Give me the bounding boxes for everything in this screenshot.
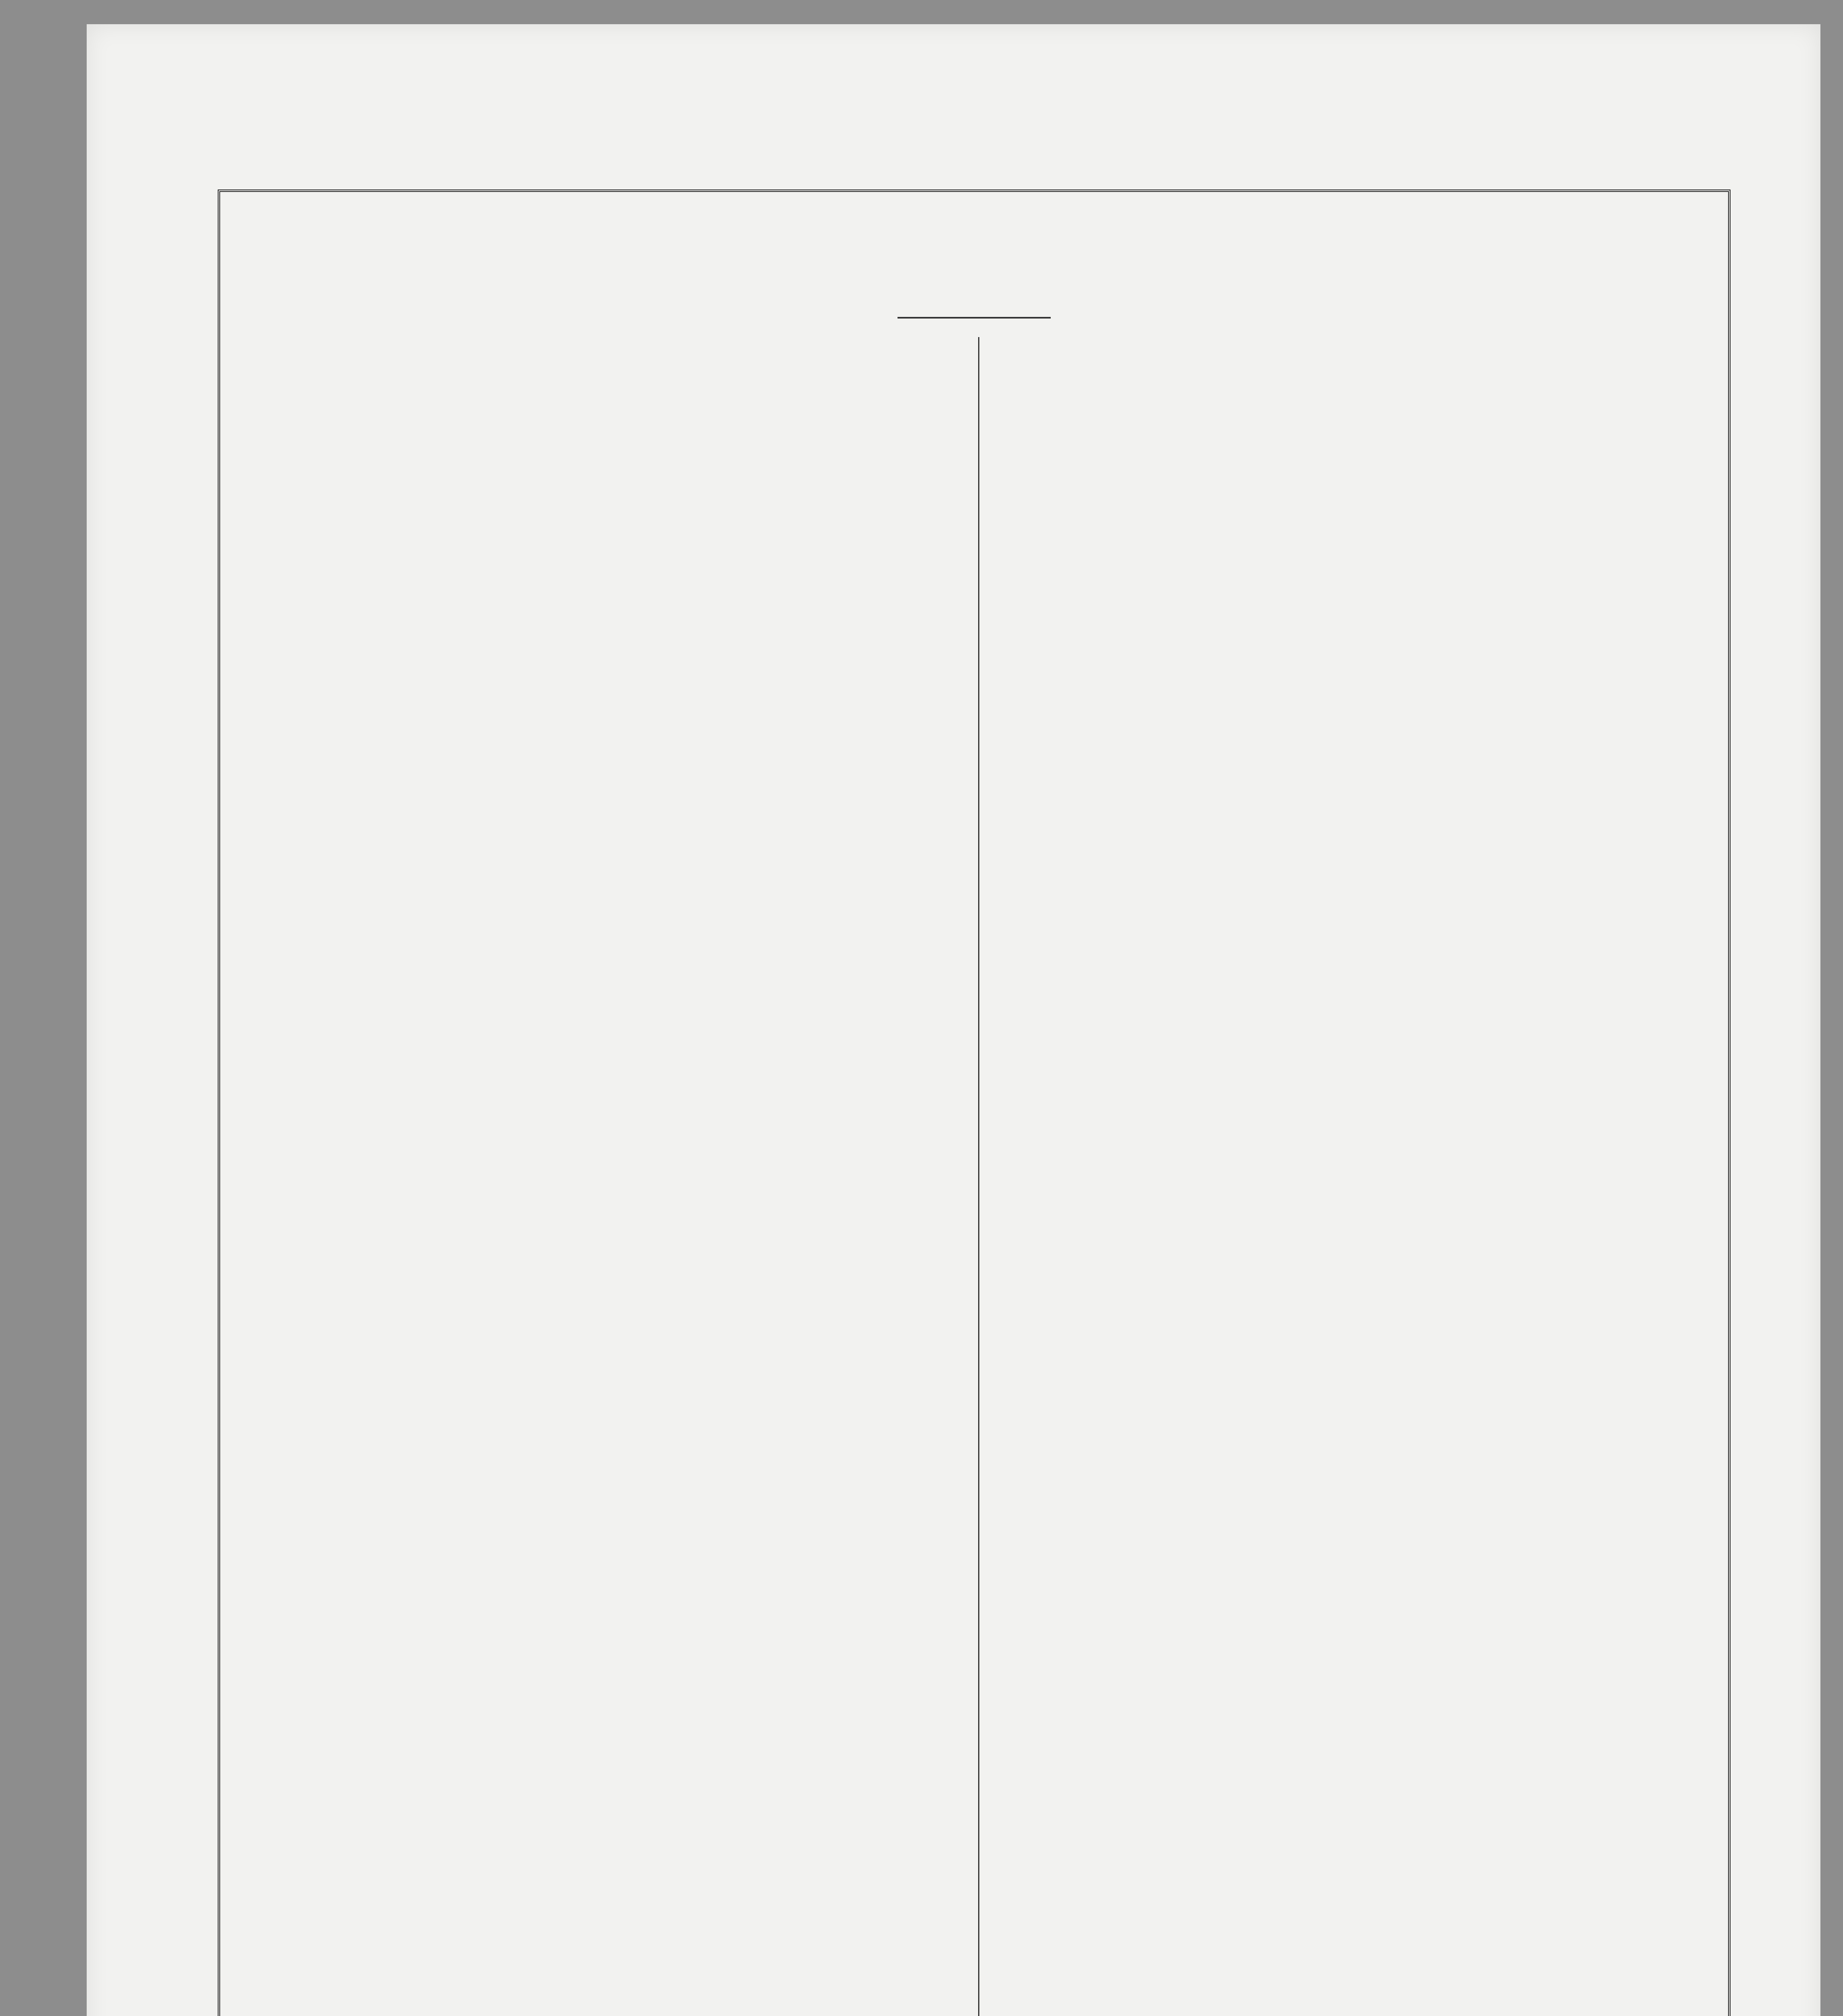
title-underline (898, 317, 1051, 319)
chambre-syndicale-box (930, 1789, 1414, 1796)
column-divider (978, 337, 979, 2016)
content-frame (218, 190, 1731, 2016)
